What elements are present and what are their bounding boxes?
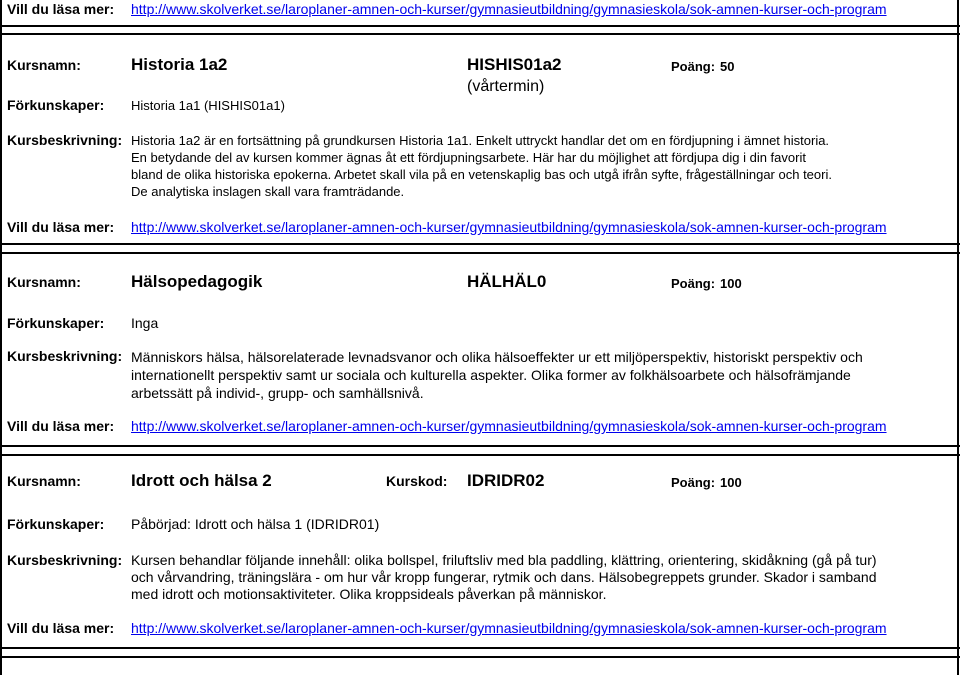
desc-line: med idrott och motionsaktiviteter. Olika kroppsideals påverkan på människor. [131,586,607,602]
divider [0,243,960,245]
desc-line: De analytiska inslagen skall vara framträdande. [131,184,405,199]
course-name: Historia 1a2 [131,55,228,74]
course-name-label: Kursnamn: [7,473,81,489]
more-link[interactable]: http://www.skolverket.se/laroplaner-amnen-och-kurser/gymnasieutbildning/gymnasieskola/sok-amnen-kurser-och-program [131,1,887,17]
points-label: Poäng: [671,59,716,74]
points-value: 50 [720,59,735,74]
divider [0,445,960,447]
prereq-label: Förkunskaper: [7,97,105,113]
course-description [131,552,951,603]
more-label: Vill du läsa mer: [7,418,115,434]
divider [0,33,960,35]
more-link[interactable]: http://www.skolverket.se/laroplaner-amnen-och-kurser/gymnasieutbildning/gymnasieskola/sok-amnen-kurser-och-program [131,219,887,235]
points-value: 100 [720,475,742,490]
course-description [131,132,951,200]
desc-line: Kursen behandlar följande innehåll: olika bollspel, friluftsliv med bla paddling, klättring, orientering, skidåkning (gå på tur) [131,552,877,568]
course-name: Hälsopedagogik [131,272,263,291]
course-code: HISHIS01a2 [467,55,562,74]
divider [0,454,960,456]
desc-line: internationellt perspektiv samt ur sociala och kulturella aspekter. Olika former av folkhälsoarbete och hälsofrämjande [131,367,851,383]
desc-label: Kursbeskrivning: [7,132,123,148]
course-name: Idrott och hälsa 2 [131,471,272,490]
prereq-value: Historia 1a1 (HISHIS01a1) [131,98,285,113]
prereq-label: Förkunskaper: [7,315,105,331]
course-code: IDRIDR02 [467,471,545,490]
more-link[interactable]: http://www.skolverket.se/laroplaner-amnen-och-kurser/gymnasieutbildning/gymnasieskola/sok-amnen-kurser-och-program [131,418,887,434]
desc-label: Kursbeskrivning: [7,552,123,568]
prereq-value: Inga [131,315,159,331]
more-label: Vill du läsa mer: [7,1,115,17]
divider [0,647,960,649]
course-description [131,348,951,402]
course-name-label: Kursnamn: [7,274,81,290]
left-border [0,0,2,675]
desc-line: En betydande del av kursen kommer ägnas åt ett fördjupningsarbete. Här har du möjlighet att fördjupa dig i din favorit [131,150,806,165]
prereq-label: Förkunskaper: [7,516,105,532]
desc-line: arbetssätt på individ-, grupp- och samhällsnivå. [131,385,424,401]
divider [0,252,960,254]
prereq-value: Påbörjad: Idrott och hälsa 1 (IDRIDR01) [131,516,380,532]
points-label: Poäng: [671,276,716,291]
points-value: 100 [720,276,742,291]
more-label: Vill du läsa mer: [7,620,115,636]
course-name-label: Kursnamn: [7,57,81,73]
desc-line: Historia 1a2 är en fortsättning på grundkursen Historia 1a1. Enkelt uttryckt handlar det om en fördjupning i ämnet historia. [131,133,830,148]
desc-label: Kursbeskrivning: [7,348,123,364]
more-label: Vill du läsa mer: [7,219,115,235]
course-code-note: (vårtermin) [467,78,545,95]
course-code-label: Kurskod: [386,473,448,489]
desc-line: och vårvandring, träningslära - om hur vår kropp fungerar, rytmik och dans. Hälsobegreppets grunder. Skador i samband [131,569,877,585]
right-border [957,0,959,675]
course-code: HÄLHÄL0 [467,272,547,291]
divider [0,656,960,658]
more-link[interactable]: http://www.skolverket.se/laroplaner-amnen-och-kurser/gymnasieutbildning/gymnasieskola/sok-amnen-kurser-och-program [131,620,887,636]
desc-line: Människors hälsa, hälsorelaterade levnadsvanor och olika hälsoeffekter ur ett miljöperspektiv, historiskt perspektiv och [131,349,863,365]
desc-line: bland de olika historiska epokerna. Arbetet skall vila på en vetenskaplig bas och utgå ifrån syfte, frågeställningar och teori. [131,167,832,182]
divider [0,25,960,27]
points-label: Poäng: [671,475,716,490]
